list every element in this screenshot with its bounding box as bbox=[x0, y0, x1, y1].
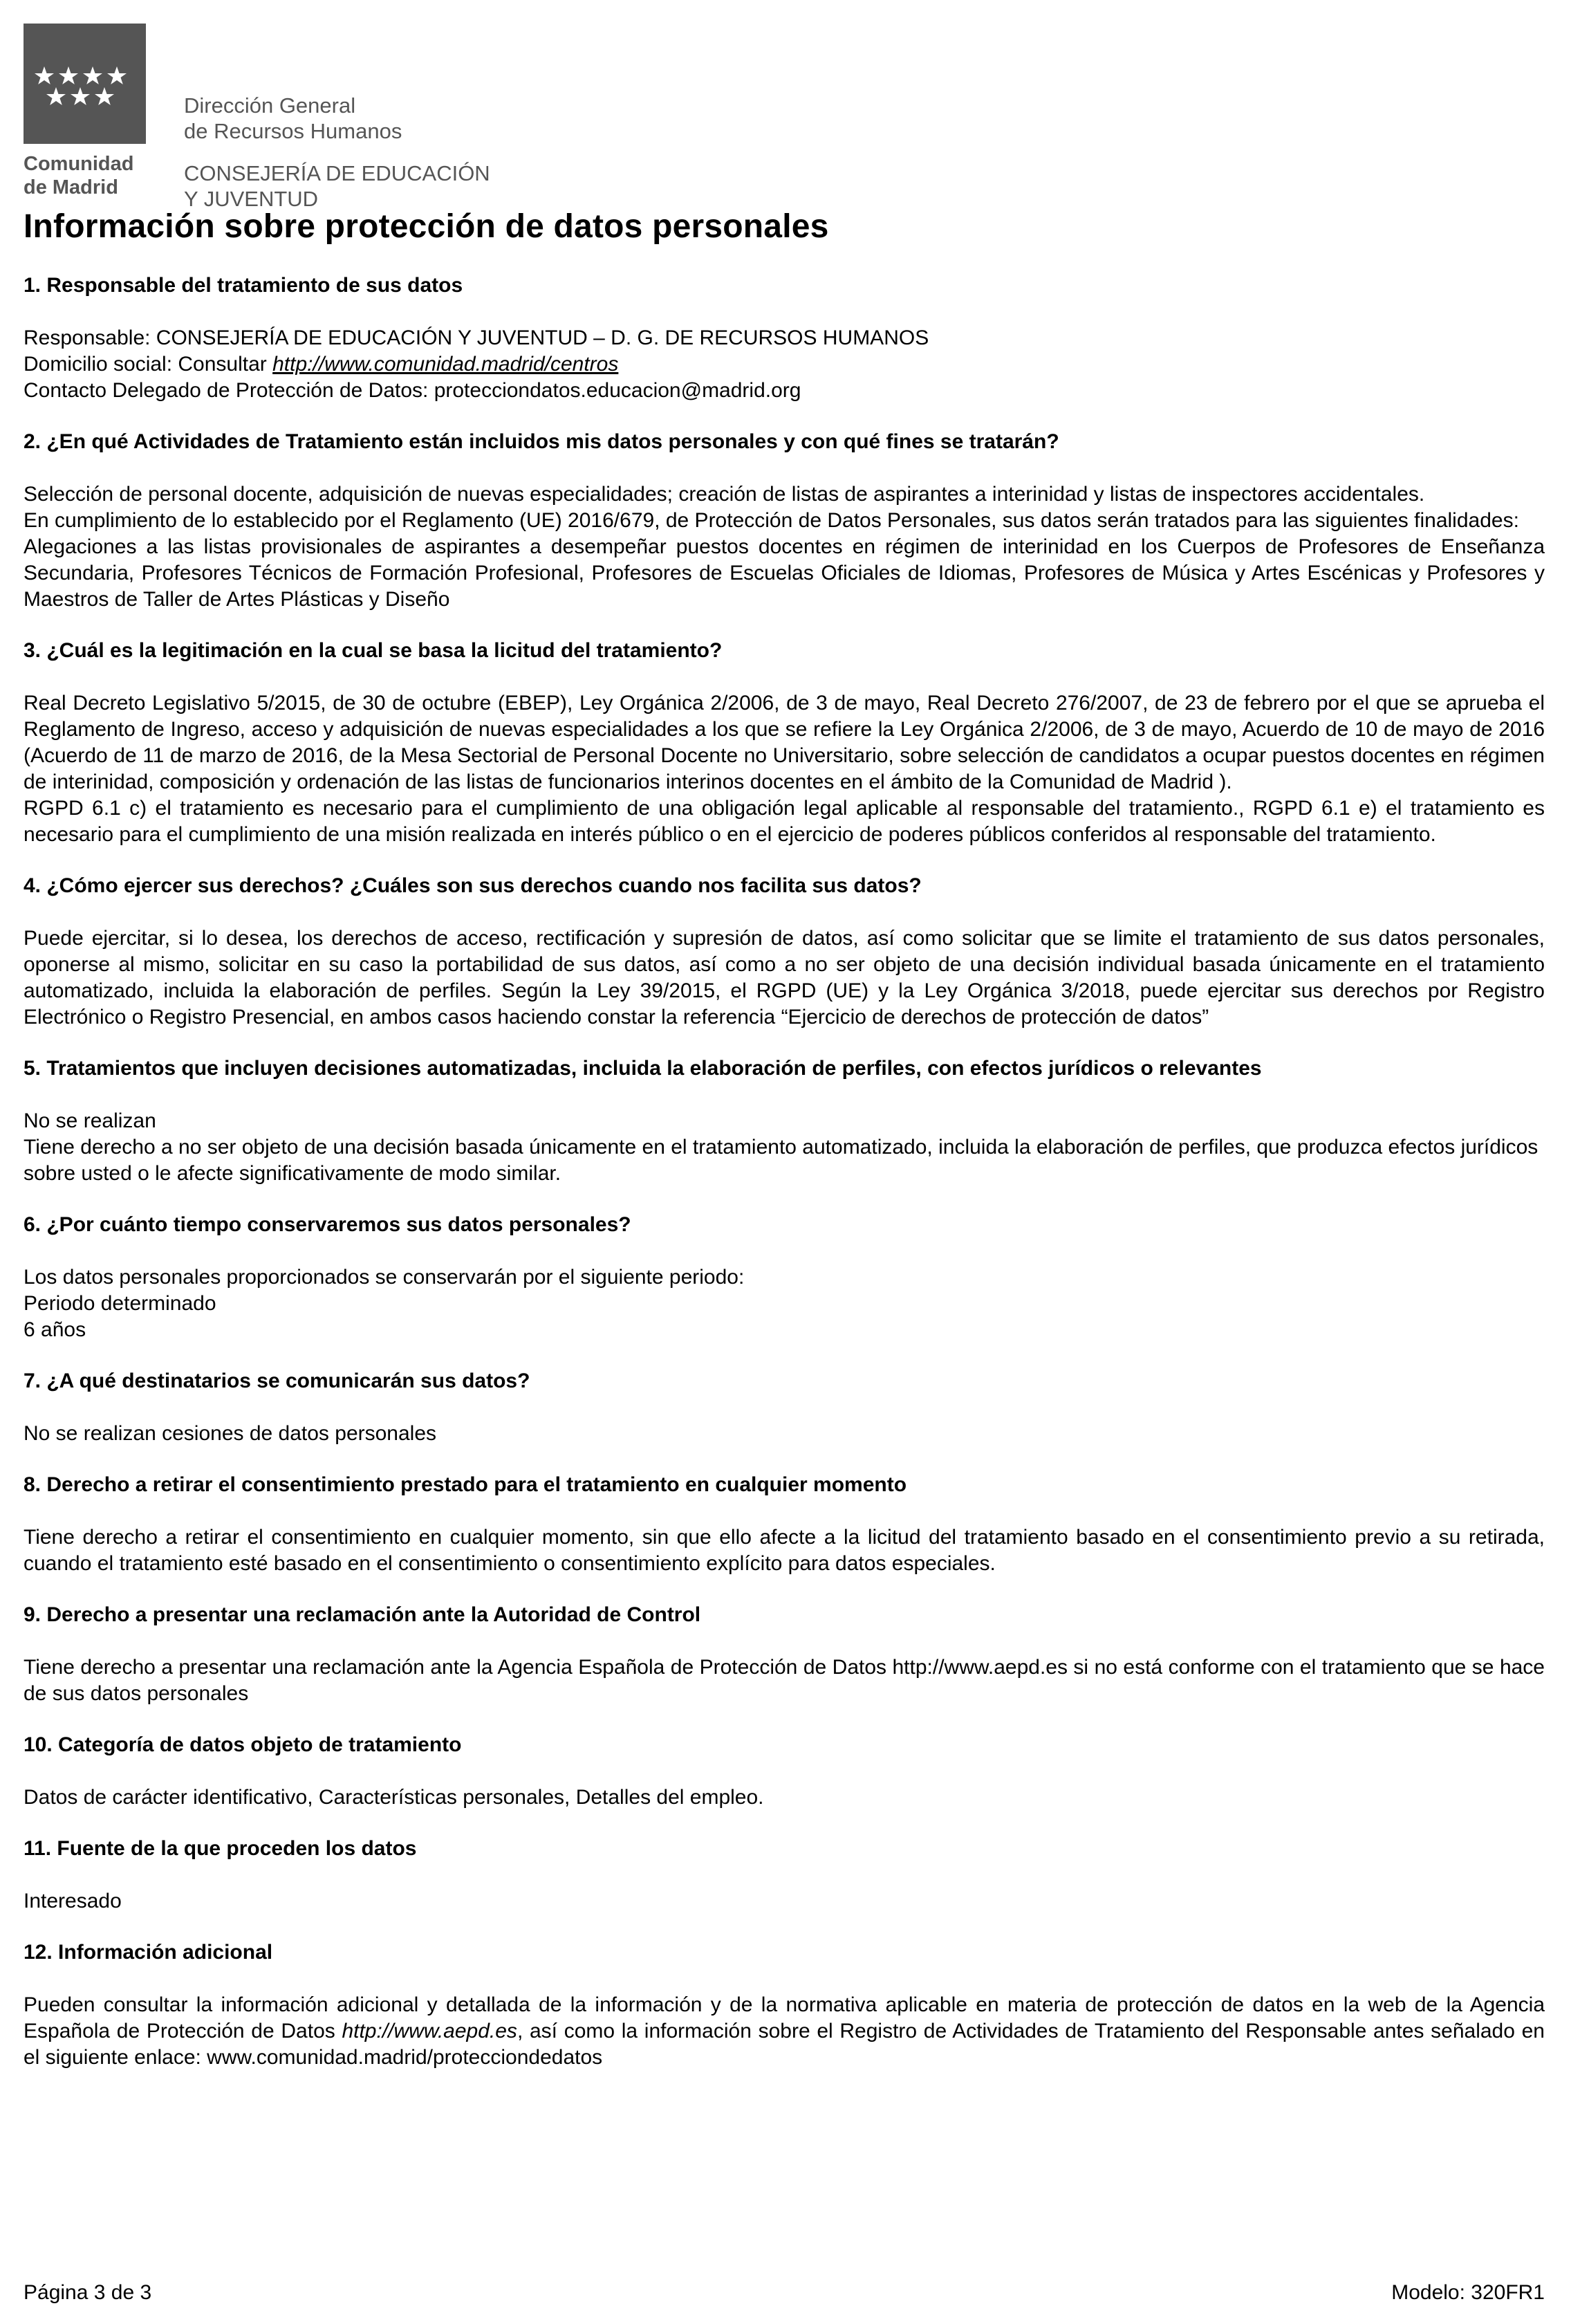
aepd-link[interactable]: http://www.aepd.es bbox=[342, 2020, 517, 2042]
star-icon bbox=[35, 66, 54, 84]
section-heading: 3. ¿Cuál es la legitimación en la cual se basa la licitud del tratamiento? bbox=[24, 639, 723, 662]
section-fuente-datos bbox=[24, 1836, 1545, 1915]
text-span: , así como la información sobre el Registro de Actividades de Tratamiento del Responsable antes señalado en el siguiente enlace: www.comunidad.madrid/protecciondedatos bbox=[24, 2020, 1545, 2069]
department-block bbox=[184, 93, 490, 212]
star-icon bbox=[83, 66, 102, 84]
stars-emblem-icon bbox=[24, 24, 146, 144]
section-retirar-consentimiento bbox=[24, 1472, 1545, 1577]
section-legitimacion bbox=[24, 638, 1545, 848]
paragraph: Los datos personales proporcionados se conservarán por el siguiente periodo: bbox=[24, 1266, 745, 1289]
comunidad-madrid-logo bbox=[24, 24, 146, 144]
page-footer bbox=[24, 2280, 1545, 2307]
dept-line: Y JUVENTUD bbox=[184, 187, 319, 211]
paragraph: Puede ejercitar, si lo desea, los derechos de acceso, rectificación y supresión de datos, así como solicitar que se limite el tratamiento de sus datos personales, oponerse al mismo, solicitar en su caso la portabilidad de sus datos, así como a no ser objeto de una decisión individual basada únicamente en el tratamiento automatizado, incluida la elaboración de perfiles. Según la Ley 39/2015, el RGPD (UE) y la Ley Orgánica 3/2018, puede ejercitar sus derechos por Registro Electrónico o Registro Presencial, en ambos casos haciendo constar la referencia “Ejercicio de derechos de protección de datos” bbox=[24, 927, 1545, 1029]
section-actividades bbox=[24, 429, 1545, 613]
logo-wordmark bbox=[24, 152, 176, 199]
paragraph bbox=[24, 1992, 1545, 2071]
paragraph: 6 años bbox=[24, 1318, 86, 1341]
section-heading: 9. Derecho a presentar una reclamación ante la Autoridad de Control bbox=[24, 1603, 701, 1626]
section-heading: 5. Tratamientos que incluyen decisiones automatizadas, incluida la elaboración de perfiles, con efectos jurídicos o relevantes bbox=[24, 1057, 1262, 1080]
paragraph: Selección de personal docente, adquisición de nuevas especialidades; creación de listas de aspirantes a interinidad y listas de inspectores accidentales. bbox=[24, 483, 1425, 506]
page-title: Información sobre protección de datos personales bbox=[24, 208, 829, 245]
paragraph: Tiene derecho a no ser objeto de una decisión basada únicamente en el tratamiento automatizado, incluida la elaboración de perfiles, que produzca efectos jurídicos sobre usted o le afecte significativamente de modo similar. bbox=[24, 1136, 1539, 1185]
section-heading: 11. Fuente de la que proceden los datos bbox=[24, 1837, 417, 1860]
section-heading: 12. Información adicional bbox=[24, 1941, 273, 1964]
section-conservacion bbox=[24, 1212, 1545, 1343]
responsable-line: Responsable: CONSEJERÍA DE EDUCACIÓN Y JUVENTUD – D. G. DE RECURSOS HUMANOS bbox=[24, 326, 929, 349]
paragraph: Tiene derecho a presentar una reclamación ante la Agencia Española de Protección de Datos http://www.aepd.es si no está conforme con el tratamiento que se hace de sus datos personales bbox=[24, 1656, 1545, 1705]
section-categoria-datos bbox=[24, 1732, 1545, 1811]
section-heading: 8. Derecho a retirar el consentimiento prestado para el tratamiento en cualquier momento bbox=[24, 1473, 907, 1496]
section-heading: 1. Responsable del tratamiento de sus datos bbox=[24, 274, 463, 297]
logo-name-line: de Madrid bbox=[24, 176, 118, 199]
star-icon bbox=[107, 66, 127, 84]
paragraph: No se realizan bbox=[24, 1109, 156, 1132]
star-icon bbox=[59, 66, 78, 84]
paragraph: Datos de carácter identificativo, Características personales, Detalles del empleo. bbox=[24, 1786, 764, 1809]
logo-name-line: Comunidad bbox=[24, 153, 134, 175]
paragraph: Tiene derecho a retirar el consentimiento en cualquier momento, sin que ello afecte a la licitud del tratamiento basado en el consentimiento previo a su retirada, cuando el tratamiento esté basado en el consentimiento o consentimiento explícito para datos especiales. bbox=[24, 1526, 1545, 1575]
section-derechos bbox=[24, 873, 1545, 1031]
section-heading: 6. ¿Por cuánto tiempo conservaremos sus datos personales? bbox=[24, 1213, 631, 1236]
section-heading: 2. ¿En qué Actividades de Tratamiento están incluidos mis datos personales y con qué fines se tratarán? bbox=[24, 430, 1059, 453]
star-icon bbox=[95, 87, 114, 105]
dept-line: Dirección General bbox=[184, 93, 356, 118]
model-code: Modelo: 320FR1 bbox=[1391, 2281, 1545, 2304]
section-heading: 10. Categoría de datos objeto de tratamiento bbox=[24, 1733, 462, 1756]
section-destinatarios bbox=[24, 1368, 1545, 1447]
centros-link[interactable]: http://www.comunidad.madrid/centros bbox=[272, 353, 619, 376]
section-responsable bbox=[24, 273, 1545, 404]
page-header bbox=[24, 24, 1545, 211]
text-span: Pueden consultar la información adicional y detallada de la información y de la normativa aplicable en materia de protección de datos en la web de la Agencia Española de Protección de Datos bbox=[24, 1993, 1545, 2042]
section-heading: 4. ¿Cómo ejercer sus derechos? ¿Cuáles son sus derechos cuando nos facilita sus datos? bbox=[24, 874, 922, 897]
paragraph: Periodo determinado bbox=[24, 1292, 216, 1315]
paragraph: Real Decreto Legislativo 5/2015, de 30 de octubre (EBEP), Ley Orgánica 2/2006, de 3 de mayo, Real Decreto 276/2007, de 23 de febrero por el que se aprueba el Reglamento de Ingreso, acceso y adquisición de nuevas especialidades a los que se refiere la Ley Orgánica 2/2006, de 3 de mayo, Acuerdo de 10 de mayo de 2016 (Acuerdo de 11 de marzo de 2016, de la Mesa Sectorial de Personal Docente no Universitario, sobre selección de candidatos a ocupar puestos docentes en régimen de interinidad, composición y ordenación de las listas de funcionarios interinos docentes en el ámbito de la Comunidad de Madrid ). bbox=[24, 692, 1545, 793]
domicilio-label: Domicilio social: Consultar bbox=[24, 353, 273, 376]
paragraph: No se realizan cesiones de datos personales bbox=[24, 1422, 437, 1445]
section-informacion-adicional bbox=[24, 1939, 1545, 2071]
document-body bbox=[24, 208, 1545, 2096]
section-reclamacion bbox=[24, 1602, 1545, 1707]
paragraph: Interesado bbox=[24, 1890, 122, 1912]
paragraph: En cumplimiento de lo establecido por el Reglamento (UE) 2016/679, de Protección de Datos Personales, sus datos serán tratados para las siguientes finalidades: bbox=[24, 509, 1519, 532]
dept-line: CONSEJERÍA DE EDUCACIÓN bbox=[184, 161, 490, 185]
star-icon bbox=[71, 87, 90, 105]
star-icon bbox=[46, 87, 66, 105]
dpo-contact-line: Contacto Delegado de Protección de Datos: protecciondatos.educacion@madrid.org bbox=[24, 379, 801, 402]
page-number: Página 3 de 3 bbox=[24, 2281, 152, 2304]
paragraph: Alegaciones a las listas provisionales de aspirantes a desempeñar puestos docentes en régimen de interinidad en los Cuerpos de Profesores de Enseñanza Secundaria, Profesores Técnicos de Formación Profesional, Profesores de Escuelas Oficiales de Idiomas, Profesores de Música y Artes Escénicas y Profesores y Maestros de Taller de Artes Plásticas y Diseño bbox=[24, 535, 1545, 611]
section-heading: 7. ¿A qué destinatarios se comunicarán sus datos? bbox=[24, 1370, 530, 1392]
domicilio-line bbox=[24, 351, 1545, 378]
paragraph: RGPD 6.1 c) el tratamiento es necesario para el cumplimiento de una obligación legal aplicable al responsable del tratamiento., RGPD 6.1 e) el tratamiento es necesario para el cumplimiento de una misión realizada en interés público o en el ejercicio de poderes públicos conferidos al responsable del tratamiento. bbox=[24, 797, 1545, 846]
dept-line: de Recursos Humanos bbox=[184, 119, 402, 143]
section-decisiones-automatizadas bbox=[24, 1055, 1545, 1187]
